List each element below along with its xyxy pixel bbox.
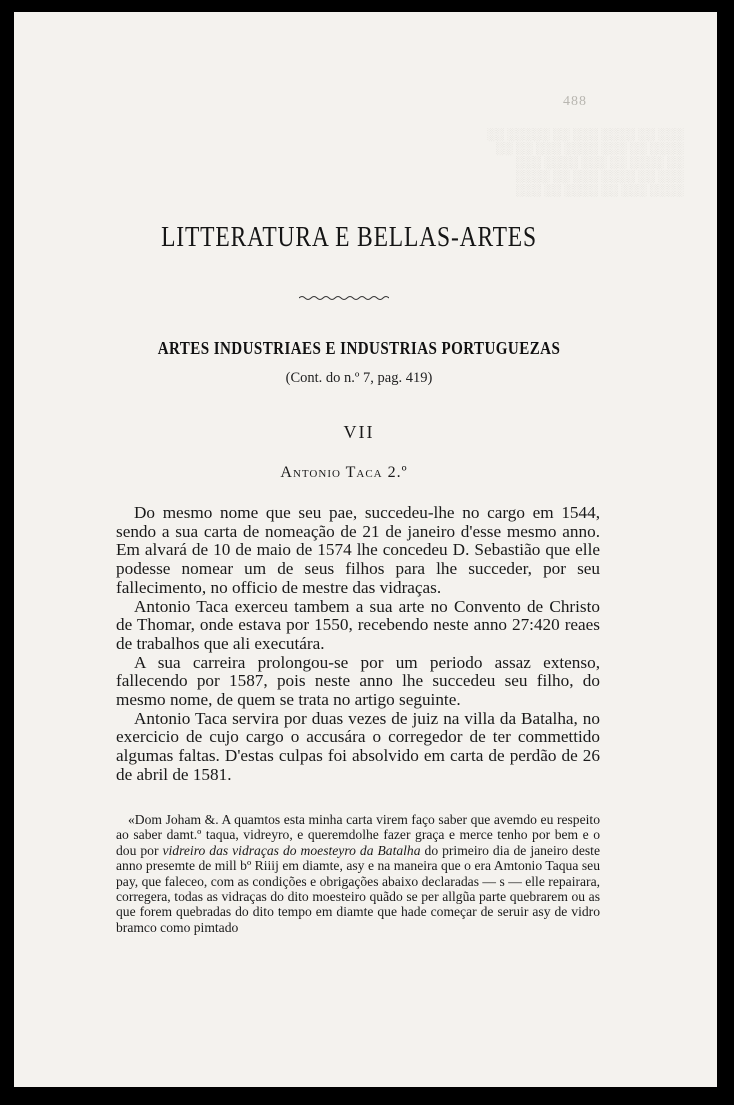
paragraph-3: A sua carreira prolongou-se por um periodo assaz extenso, fallecendo por 1587, pois neste anno lhe succedeu seu filho, do mesmo nome, de quem se trata no artigo seguinte. [116, 652, 600, 710]
quote-text-end: do primeiro dia de janeiro deste anno presemte de mill bº Riiij em diamte, asy e na maneira que o era Amtonio Taqua seu pay, que faleceo, com as condições e obrigações abaixo declaradas — s — elle repairara, corregera, todas as vidraças do dito moesteiro quãdo se per allgũa parte quebrarem ou as que forem quebradas do dito tempo em diamte que hade começar de seruir asy de vidro bramco como pimtado [116, 842, 600, 935]
article-body [116, 504, 600, 785]
paragraph-1: Do mesmo nome que seu pae, succedeu-lhe no cargo em 1544, sendo a sua carta de nomeação de 21 de janeiro d'esse mesmo anno. Em alvará de 10 de maio de 1574 lhe concedeu D. Sebastião que elle podesse nomear um de seus filhos para lhe succeder, por seu fallecimento, no officio de mestre das vidraças. [116, 503, 600, 597]
main-title: LITTERATURA E BELLAS-ARTES [161, 222, 537, 253]
quote-paragraph [116, 812, 600, 935]
quote-italic-text: vidreiro das vidraças do moesteyro da Batalha [162, 842, 421, 858]
continuation-note: (Cont. do n.º 7, pag. 419) [285, 370, 433, 386]
paragraph-4: Antonio Taca servira por duas vezes de juiz na villa da Batalha, no exercicio de cujo cargo o accusára o corregedor de ter commettido algumas faltas. D'estas culpas foi absolvido em carta de perdão de 26 de abril de 1581. [116, 708, 600, 784]
title-ornament [299, 294, 389, 302]
section-title: ARTES INDUSTRIAES E INDUSTRIAS PORTUGUEZAS [157, 338, 561, 358]
paragraph-2: Antonio Taca exerceu tambem a sua arte no Convento de Christo de Thomar, onde estava por 1550, recebendo neste anno 27:420 reaes de trabalhos que ali executára. [116, 596, 600, 653]
show-through-texture: ░░░ ░░ ░░░░ ░░░ ░░ ░░░░░ ░░ ░░░░ ░░ ░░░ ░░░░ ░░░ ░░ ░░ ░░ ░░░░ ░░ ░░░ ░░░░ ░░░ ░░░ ░░ ░░░░ ░░░ ░░ ░░░░ ░░░░ ░░░ ░░ ░░░░ ░░ ░░░ [487, 127, 684, 197]
document-quote [116, 812, 600, 935]
page-number: 488 [563, 94, 587, 109]
article-subject: Antonio Taca 2.º [280, 464, 408, 481]
quote-text-start: «Dom Joham &. A quamtos esta minha carta virem faço saber que avemdo eu respeito ao saber damt.º taqua, vidreyro, e queremdolhe fazer graça e merce tenho por bem e o dou por [116, 812, 600, 858]
chapter-number: VII [343, 422, 375, 442]
document-page [14, 12, 717, 1087]
